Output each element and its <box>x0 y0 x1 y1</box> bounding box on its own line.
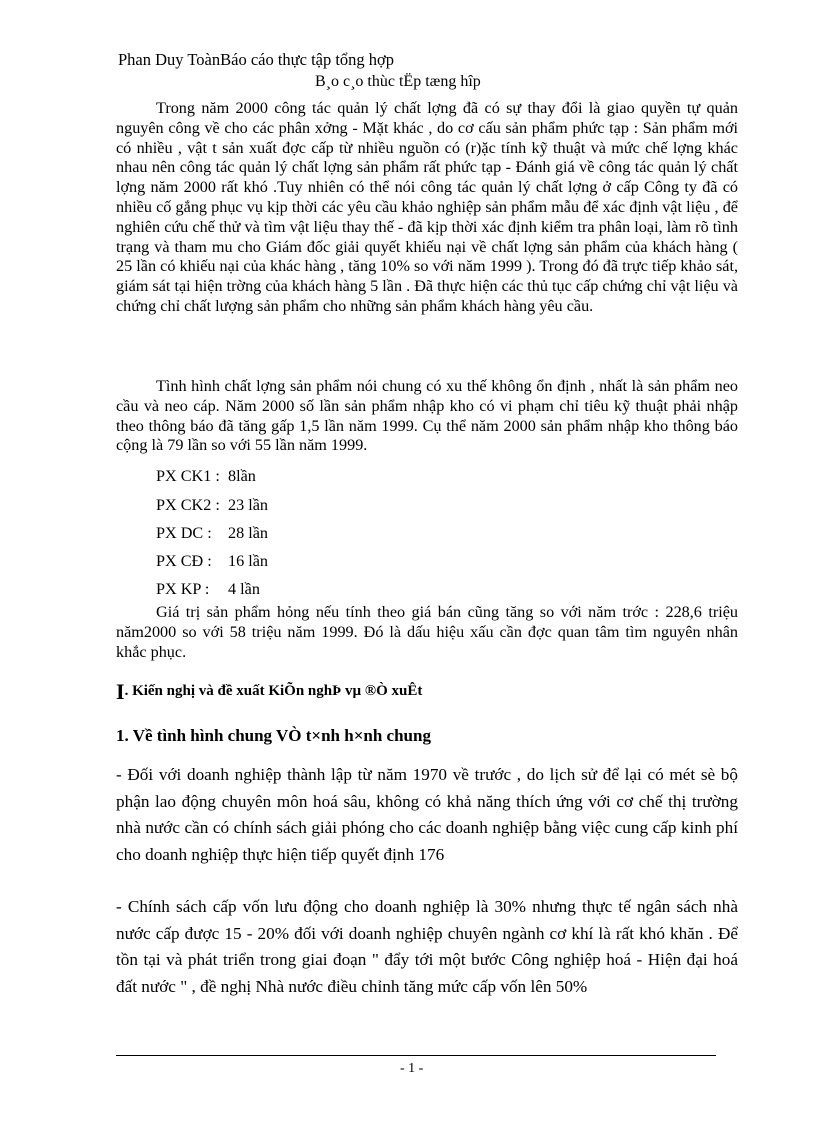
paragraph-text: Tình hình chất lợng sản phẩm nói chung có xu thế không ổn định , nhất là sản phẩm neo cầu và neo cáp. Năm 2000 số lần sản phẩm nhập kho có vi phạm chỉ tiêu kỹ thuật phải nhập theo thông báo đã tăng gấp 1,5 lần năm 1999. Cụ thể năm 2000 sản phẩm nhập kho thông báo cộng là 79 lần so với 55 lần năm 1999. <box>116 377 738 455</box>
list-item <box>156 579 260 599</box>
paragraph-defect-value <box>116 603 738 662</box>
workshop-count: 16 lần <box>228 552 269 570</box>
page-number: - 1 - <box>400 1061 424 1076</box>
list-item <box>156 551 268 571</box>
paragraph-enterprise-policy <box>116 762 738 868</box>
workshop-count: 23 lần <box>228 496 269 514</box>
workshop-code: PX KP : <box>156 580 210 598</box>
paragraph-capital-policy <box>116 894 738 1000</box>
subsection-heading-general: 1. Về tình hình chung VÒ t×nh h×nh chung <box>116 726 431 745</box>
list-item <box>156 495 268 515</box>
workshop-code: PX CĐ : <box>156 552 212 570</box>
workshop-code: PX DC : <box>156 524 212 542</box>
section-heading-title: . Kiến nghị và đề xuất KiÕn nghÞ vµ ®Ò xuÊt <box>124 683 423 699</box>
report-subtitle: B¸o c¸o thùc tËp tæng hîp <box>315 73 481 90</box>
list-item <box>156 523 268 543</box>
paragraph-text: - Chính sách cấp vốn lưu động cho doanh nghiệp là 30% nhưng thực tế ngân sách nhà nước cấp được 15 - 20% đối với doanh nghiệp chuyên ngành cơ khí là rất khó khăn . Để tồn tại và phát triển trong giai đoạn " đẩy tới một bước Công nghiệp hoá - Hiện đại hoá đất nước " , đề nghị Nhà nước điều chỉnh tăng mức cấp vốn lên 50% <box>116 897 738 996</box>
list-item <box>156 466 256 486</box>
section-heading-recommendations <box>116 679 422 705</box>
workshop-code: PX CK2 : <box>156 496 220 514</box>
paragraph-text: Trong năm 2000 công tác quản lý chất lợng đã có sự thay đổi là giao quyền tự quản nguyên công về cho các phân xởng - Mặt khác , do cơ cấu sản phẩm phức tạp : Sản phẩm mới có nhiều , vật t sản xuất đợc cấp từ nhiều nguồn có (r)ặc tính kỹ thuật và mức chế lợng khác nhau nên công tác quản lý chất lợng sản phẩm rất phức tạp - Đánh giá về công tác quản lý chất lợng năm 2000 rất khó .Tuy nhiên có thể nói công tác quản lý chất lợng ở cấp Công ty đã có nhiều cố gắng phục vụ kịp thời các yêu cầu khảo nghiệp sản phẩm mẫu để xác định vật liệu , để nghiên cứu chế thử và tìm vật liệu thay thế - đã kịp thời xác định kiểm tra phân loại, làm rõ tình trạng và tham mu cho Giám đốc giải quyết khiếu nại về chất lợng sản phẩm của khách hàng ( 25 lần có khiếu nại của khác hàng , tăng 10% so với năm 1999 ). Trong đó đã trực tiếp khảo sát, giám sát tại hiện trờng của khách hàng 5 lần . Đã thực hiện các thủ tục cấp chứng chỉ vật liệu và chứng chỉ chất lượng sản phẩm cho những sản phẩm khách hàng yêu cầu. <box>116 99 738 315</box>
workshop-count: 28 lần <box>228 524 269 542</box>
section-heading-prefix: I <box>116 679 125 704</box>
workshop-count: 4 lần <box>228 580 260 598</box>
paragraph-quality-situation <box>116 377 738 456</box>
workshop-code: PX CK1 : <box>156 467 220 485</box>
workshop-count: 8lần <box>228 467 256 485</box>
page-header: Phan Duy ToànBáo cáo thực tập tổng hợp <box>118 50 395 69</box>
footer-divider <box>116 1055 716 1056</box>
paragraph-text: - Đối với doanh nghiệp thành lập từ năm 1970 về trước , do lịch sử để lại có mét sè bộ phận lao động chuyên môn hoá sâu, không có khả năng thích ứng với cơ chế thị trường nhà nước cần có chính sách giải phóng cho các doanh nghiệp bằng việc cung cấp kinh phí cho doanh nghiệp thực hiện tiếp quyết định 176 <box>116 765 738 864</box>
paragraph-text: Giá trị sản phẩm hỏng nếu tính theo giá bán cũng tăng so với năm trớc : 228,6 triệu năm2000 so với 58 triệu năm 1999. Đó là dấu hiệu xấu cần đợc quan tâm tìm nguyên nhân khắc phục. <box>116 603 738 661</box>
paragraph-quality-management <box>116 99 738 317</box>
